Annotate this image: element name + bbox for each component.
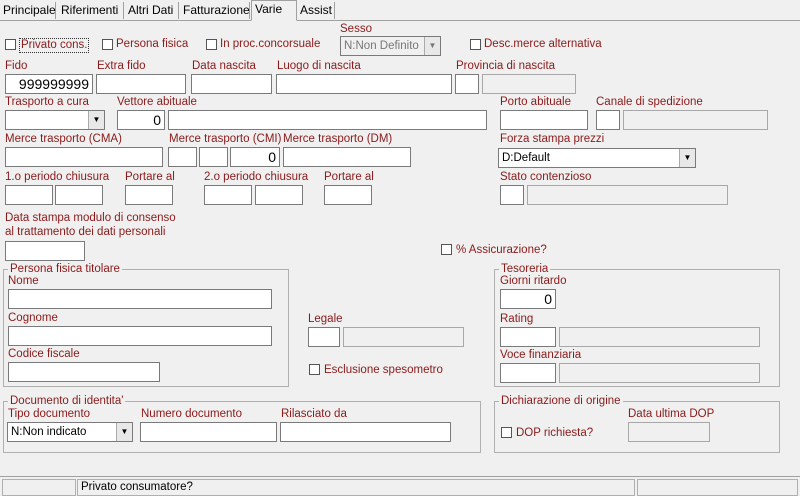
legale-label: Legale xyxy=(308,313,343,325)
data-nascita-field[interactable] xyxy=(191,74,272,94)
fido-label: Fido xyxy=(5,60,28,72)
merce-cmi-field-2[interactable] xyxy=(199,147,228,167)
canale-code-field[interactable] xyxy=(596,110,620,130)
forza-stampa-label: Forza stampa prezzi xyxy=(500,133,605,145)
status-bar xyxy=(0,476,800,496)
vettore-label: Vettore abituale xyxy=(117,96,197,108)
vettore-code-field[interactable]: 0 xyxy=(117,110,165,130)
tipo-documento-label: Tipo documento xyxy=(8,408,91,420)
sesso-value: N:Non Definito xyxy=(344,40,419,52)
privato-checkbox[interactable] xyxy=(5,39,16,50)
canale-desc-field xyxy=(623,110,768,130)
desc-merce-checkbox[interactable] xyxy=(470,39,481,50)
cognome-label: Cognome xyxy=(8,312,58,324)
porto-field[interactable] xyxy=(500,110,588,130)
merce-cmi-label: Merce trasporto (CMI) xyxy=(169,133,282,145)
portare1-field[interactable] xyxy=(125,185,173,205)
merce-dm-field[interactable] xyxy=(283,147,411,167)
codice-fiscale-field[interactable] xyxy=(8,362,160,382)
numero-documento-field[interactable] xyxy=(140,422,277,442)
tab-riferimenti[interactable]: Riferimenti xyxy=(58,2,124,19)
data-dop-field xyxy=(628,422,710,442)
provincia-code-field[interactable] xyxy=(455,74,479,94)
status-panel-right xyxy=(637,479,798,496)
status-text: Privato consumatore? xyxy=(77,479,635,496)
assicurazione-label: % Assicurazione? xyxy=(456,244,547,256)
tab-assist[interactable]: Assist xyxy=(297,2,335,19)
porto-label: Porto abituale xyxy=(500,96,571,108)
merce-cmi-field-1[interactable] xyxy=(168,147,197,167)
rating-label: Rating xyxy=(500,313,534,325)
tab-principale[interactable]: Principale xyxy=(0,2,56,19)
rilasciato-da-label: Rilasciato da xyxy=(281,408,347,420)
chevron-down-icon: ▼ xyxy=(88,111,104,129)
giorni-ritardo-label: Giorni ritardo xyxy=(500,275,567,287)
numero-documento-label: Numero documento xyxy=(141,408,242,420)
esclusione-label: Esclusione spesometro xyxy=(324,364,443,376)
legale-code-field[interactable] xyxy=(308,327,340,347)
giorni-ritardo-field[interactable]: 0 xyxy=(500,289,556,309)
tab-varie[interactable]: Varie xyxy=(251,0,297,21)
assicurazione-checkbox[interactable] xyxy=(441,244,452,255)
luogo-nascita-field[interactable] xyxy=(276,74,452,94)
chevron-down-icon: ▼ xyxy=(424,37,440,55)
tab-fatturazione[interactable]: Fatturazione xyxy=(180,2,250,19)
periodo2-label: 2.o periodo chiusura xyxy=(204,171,309,183)
extra-fido-label: Extra fido xyxy=(97,60,146,72)
voce-finanziaria-label: Voce finanziaria xyxy=(500,349,582,361)
chevron-down-icon: ▼ xyxy=(116,423,132,441)
persona-titolare-title: Persona fisica titolare xyxy=(10,263,120,275)
proc-concorsuale-checkbox[interactable] xyxy=(206,39,217,50)
rating-desc-field xyxy=(559,327,760,347)
tipo-documento-value: N:Non indicato xyxy=(11,426,87,438)
data-nascita-label: Data nascita xyxy=(192,60,256,72)
trasporto-cura-label: Trasporto a cura xyxy=(5,96,89,108)
forza-stampa-select[interactable] xyxy=(498,148,696,168)
rilasciato-da-field[interactable] xyxy=(280,422,451,442)
portare2-label: Portare al xyxy=(324,171,374,183)
data-stampa-field[interactable] xyxy=(5,241,85,261)
data-dop-label: Data ultima DOP xyxy=(628,408,715,420)
dich-origine-title: Dichiarazione di origine xyxy=(501,395,621,407)
privato-label: Privato cons. xyxy=(21,39,88,51)
trasporto-cura-select[interactable] xyxy=(5,110,105,130)
cognome-field[interactable] xyxy=(8,326,272,346)
periodo2-to-field[interactable] xyxy=(255,185,303,205)
periodo1-label: 1.o periodo chiusura xyxy=(5,171,110,183)
rating-code-field[interactable] xyxy=(500,327,556,347)
desc-merce-label: Desc.merce alternativa xyxy=(484,38,602,50)
stato-contenzioso-label: Stato contenzioso xyxy=(500,171,592,183)
legale-desc-field xyxy=(343,327,464,347)
tipo-documento-select[interactable] xyxy=(7,422,133,442)
voce-finanziaria-desc-field xyxy=(559,363,760,383)
portare2-field[interactable] xyxy=(324,185,372,205)
data-stampa-label-2: al trattamento dei dati personali xyxy=(5,226,166,238)
canale-label: Canale di spedizione xyxy=(596,96,703,108)
tab-bar xyxy=(0,0,800,21)
sesso-select[interactable] xyxy=(340,36,441,56)
provincia-desc-field xyxy=(482,74,576,94)
periodo1-from-field[interactable] xyxy=(5,185,53,205)
provincia-nascita-label: Provincia di nascita xyxy=(456,60,556,72)
periodo2-from-field[interactable] xyxy=(204,185,252,205)
forza-stampa-value: D:Default xyxy=(502,152,550,164)
portare1-label: Portare al xyxy=(125,171,175,183)
vettore-desc-field[interactable] xyxy=(168,110,487,130)
proc-concorsuale-label: In proc.concorsuale xyxy=(220,38,321,50)
nome-label: Nome xyxy=(8,275,39,287)
extra-fido-field[interactable] xyxy=(96,74,186,94)
doc-identita-title: Documento di identita' xyxy=(10,395,124,407)
dop-checkbox[interactable] xyxy=(501,427,512,438)
merce-cma-field[interactable] xyxy=(5,147,163,167)
chevron-down-icon: ▼ xyxy=(679,149,695,167)
merce-cmi-field-3[interactable]: 0 xyxy=(230,147,280,167)
periodo1-to-field[interactable] xyxy=(55,185,103,205)
merce-dm-label: Merce trasporto (DM) xyxy=(283,133,393,145)
persona-fisica-checkbox[interactable] xyxy=(102,39,113,50)
codice-fiscale-label: Codice fiscale xyxy=(8,348,80,360)
data-stampa-label-1: Data stampa modulo di consenso xyxy=(5,212,176,224)
nome-field[interactable] xyxy=(8,289,272,309)
fido-field[interactable]: 999999999 xyxy=(5,74,93,94)
persona-fisica-label: Persona fisica xyxy=(116,38,189,50)
stato-contenzioso-code-field[interactable] xyxy=(500,185,524,205)
merce-cma-label: Merce trasporto (CMA) xyxy=(5,133,122,145)
luogo-nascita-label: Luogo di nascita xyxy=(277,60,361,72)
tab-altri-dati[interactable]: Altri Dati xyxy=(125,2,179,19)
tesoreria-title: Tesoreria xyxy=(501,263,549,275)
stato-contenzioso-desc-field xyxy=(527,185,728,205)
sesso-label: Sesso xyxy=(340,23,372,35)
esclusione-checkbox[interactable] xyxy=(309,364,320,375)
voce-finanziaria-code-field[interactable] xyxy=(500,363,556,383)
status-panel-left xyxy=(2,479,76,496)
dop-label: DOP richiesta? xyxy=(516,427,594,439)
